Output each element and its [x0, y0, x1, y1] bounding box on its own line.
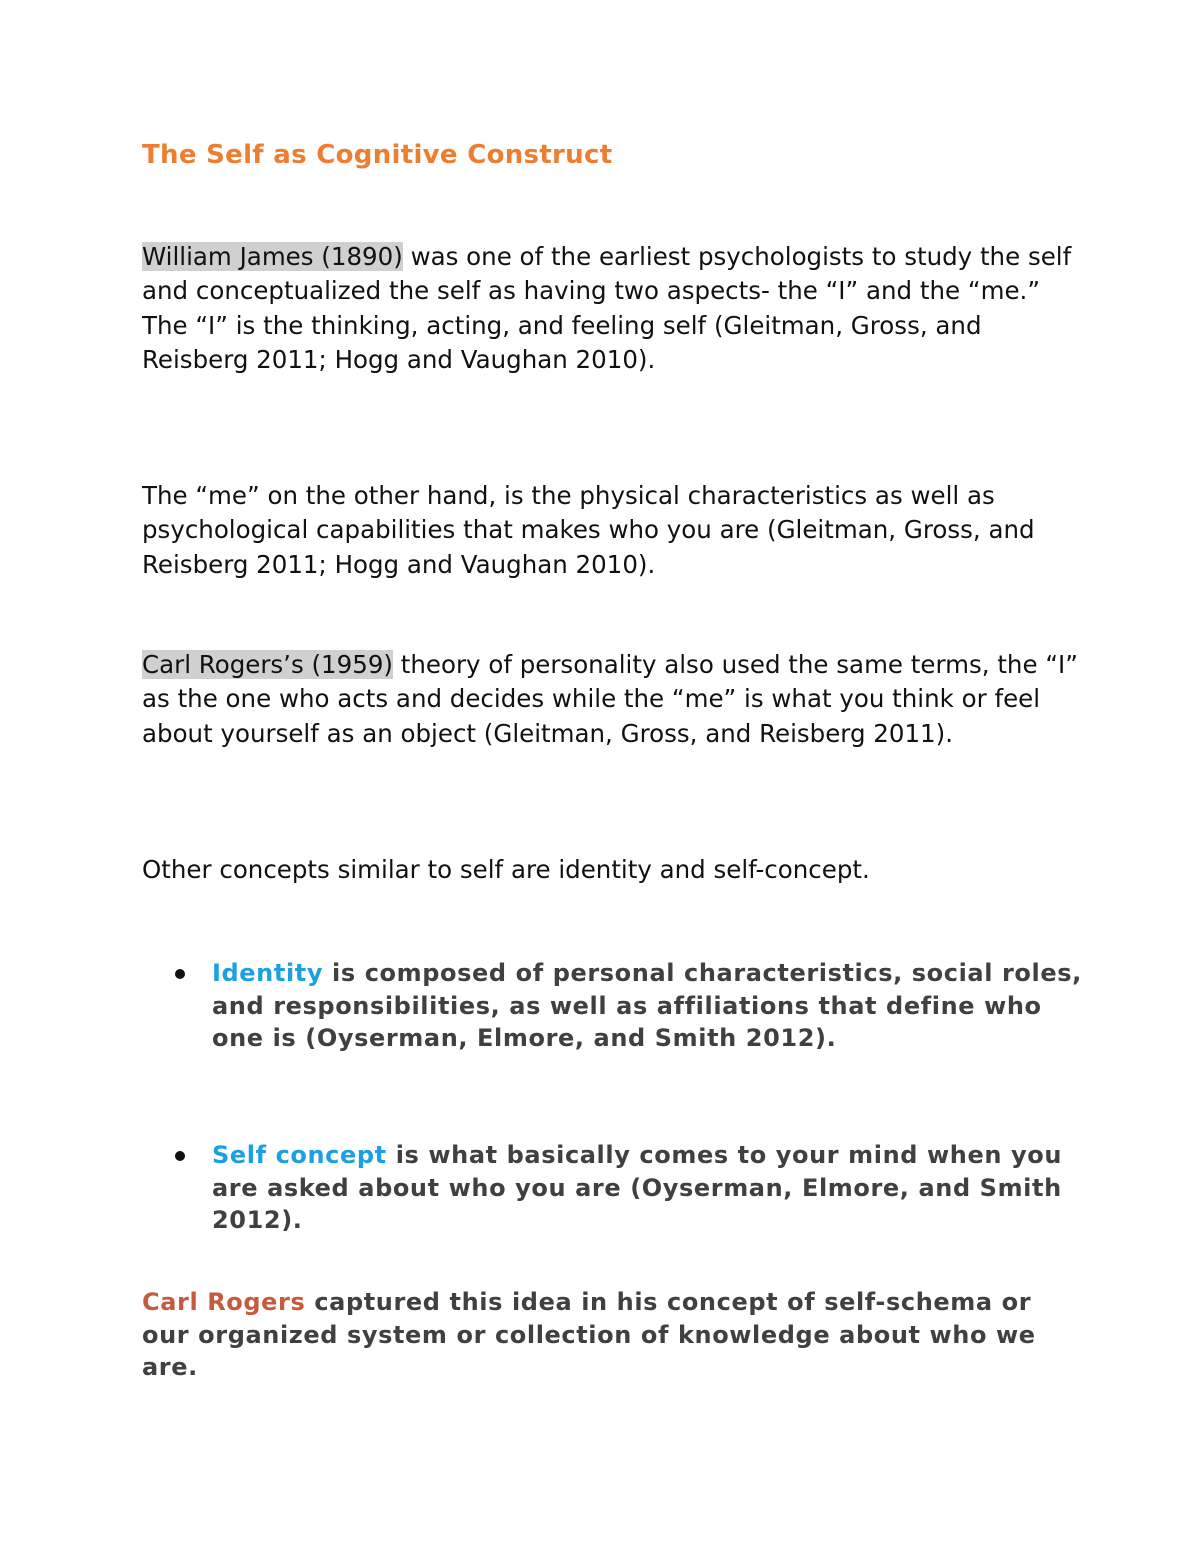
- bullet-list: [212, 1139, 1092, 1237]
- paragraph-carl-rogers: [142, 648, 1082, 751]
- paragraph-me-definition: [142, 479, 1082, 582]
- list-item: [212, 1139, 1092, 1237]
- closing-term: Carl Rogers: [142, 1288, 306, 1316]
- highlighted-citation: William James (1890): [142, 242, 403, 271]
- bullet-list: [212, 957, 1092, 1055]
- paragraph-text: The “me” on the other hand, is the physical characteristics as well as psychological capabilities that makes who you are (Gleitman, Gross, and Reisberg 2011; Hogg and Vaughan 2010).: [142, 481, 1035, 579]
- paragraph-william-james: [142, 240, 1082, 377]
- list-item: [212, 957, 1092, 1055]
- bullet-dot-icon: [175, 969, 185, 979]
- bullet-text: is composed of personal characteristics, social roles, and responsibilities, as well as affiliations that define who one is (Oyserman, Elmore, and Smith 2012).: [212, 959, 1082, 1052]
- paragraph-other-concepts: [142, 853, 1082, 887]
- bullet-term: Self concept: [212, 1141, 387, 1169]
- closing-paragraph: [142, 1286, 1082, 1384]
- paragraph-text: theory of personality also used the same terms, the “I” as the one who acts and decides while the “me” is what you think or feel about yourself as an object (Gleitman, Gross, and Reisberg 2011).: [142, 650, 1078, 748]
- bullet-text: is what basically comes to your mind when you are asked about who you are (Oyserman, Elmore, and Smith 2012).: [212, 1141, 1063, 1234]
- highlighted-citation: Carl Rogers’s (1959): [142, 650, 393, 679]
- bullet-dot-icon: [175, 1151, 185, 1161]
- paragraph-text: was one of the earliest psychologists to study the self and conceptualized the self as having two aspects- the “I” and the “me.” The “I” is the thinking, acting, and feeling self (Gleitman, Gross, and Reisberg 2011; Hogg and Vaughan 2010).: [142, 242, 1072, 374]
- paragraph-text: Other concepts similar to self are identity and self-concept.: [142, 855, 870, 884]
- bullet-term: Identity: [212, 959, 324, 987]
- page-title: The Self as Cognitive Construct: [142, 140, 613, 170]
- closing-text: captured this idea in his concept of self-schema or our organized system or collection of knowledge about who we are.: [142, 1288, 1036, 1381]
